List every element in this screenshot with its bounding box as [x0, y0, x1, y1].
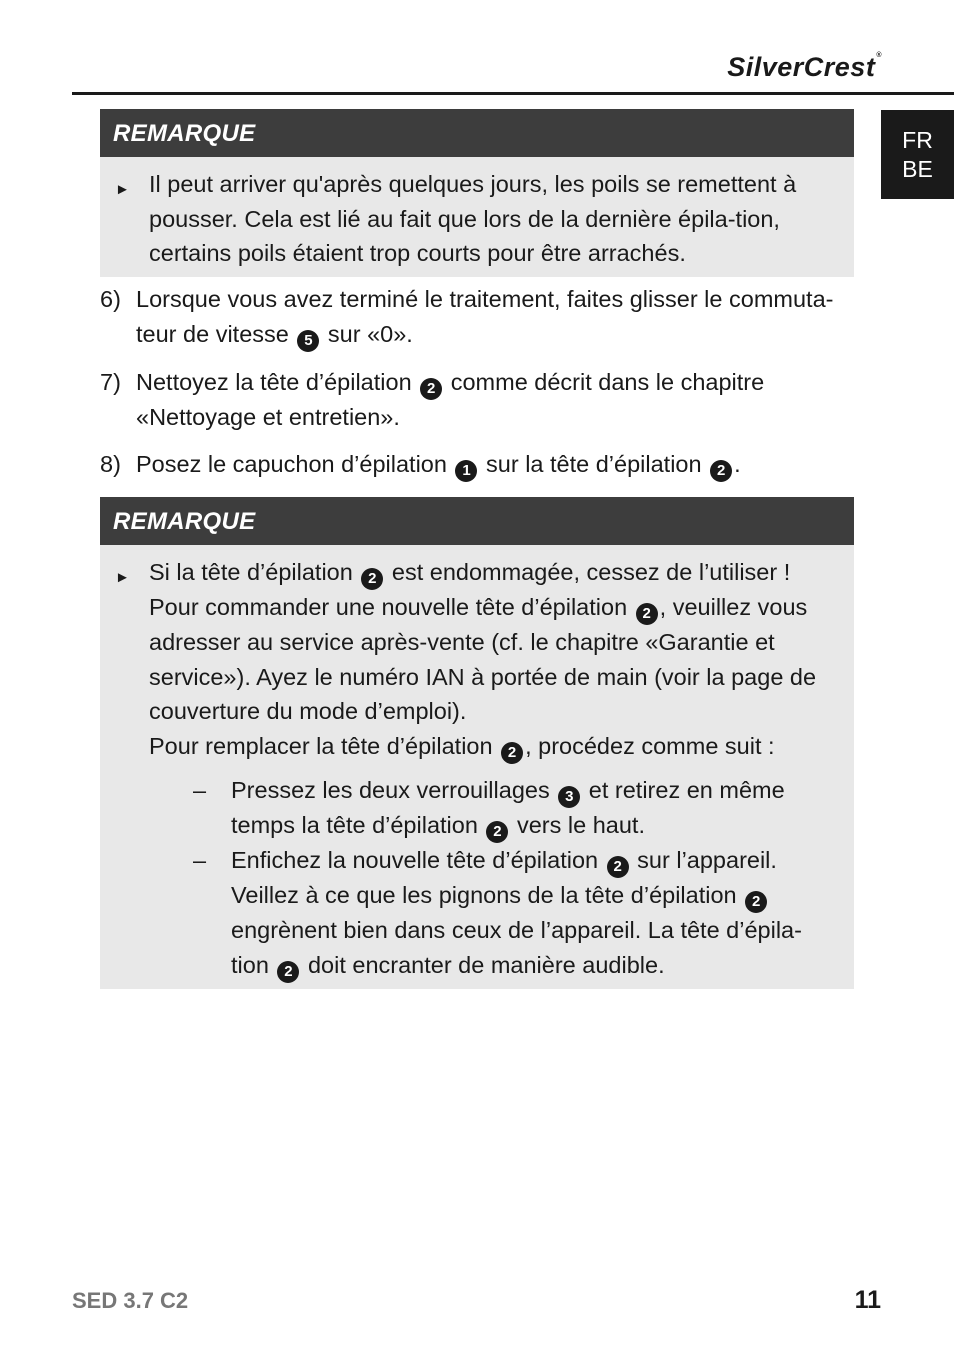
number-badge-icon: 2 [710, 460, 732, 482]
note-title: REMARQUE [100, 497, 854, 545]
note-body [100, 157, 854, 277]
number-badge-icon: 1 [455, 460, 477, 482]
number-badge-icon: 2 [486, 821, 508, 843]
number-badge-icon: 2 [277, 961, 299, 983]
number-badge-icon: 5 [297, 330, 319, 352]
language-tab [881, 110, 954, 199]
header-rule [72, 92, 954, 95]
number-badge-icon: 3 [558, 786, 580, 808]
lang-fr: FR [902, 126, 933, 153]
steps-list [100, 282, 854, 482]
number-badge-icon: 2 [361, 568, 383, 590]
list-item: – Enfichez la nouvelle tête d’épilation 2 sur l’appareil. Veillez à ce que les pignons de la tête d’épilation 2 engrènent bien dans ceux de l’appareil. La tête d’épila-tion 2 doit encranter de manière audible. [149, 843, 834, 983]
step-number: 8) [100, 451, 121, 478]
page-number: 11 [854, 1286, 881, 1314]
number-badge-icon: 2 [607, 856, 629, 878]
step-8: 8) Posez le capuchon d’épilation 1 sur la tête d’épilation 2 . [100, 447, 854, 482]
footer-model: SED 3.7 C2 [72, 1288, 189, 1313]
step-7: 7) Nettoyez la tête d’épilation 2 comme décrit dans le chapitre «Nettoyage et entretien». [100, 365, 854, 435]
number-badge-icon: 2 [501, 742, 523, 764]
note-box-1 [100, 109, 854, 277]
list-item: – Pressez les deux verrouillages 3 et retirez en même temps la tête d’épilation 2 vers le haut. [149, 773, 834, 843]
note-paragraph-1: Si la tête d’épilation 2 est endommagée, cessez de l’utiliser ! Pour commander une nouvelle tête d’épilation 2 , veuillez vous adresser au service après-vente (cf. le chapitre «Garantie et service»). Ayez le numéro IAN à portée de main (voir la page de couverture du mode d’emploi). [149, 559, 817, 725]
number-badge-icon: 2 [636, 603, 658, 625]
step-6: 6) Lorsque vous avez terminé le traitement, faites glisser le commuta-teur de vitesse 5 sur «0». [100, 282, 854, 352]
step-number: 6) [100, 286, 121, 312]
note-title: REMARQUE [100, 109, 854, 157]
bullet-arrow-icon: ► [115, 569, 130, 586]
registered-mark: ® [876, 52, 882, 59]
number-badge-icon: 2 [420, 378, 442, 400]
note-body [100, 545, 854, 989]
bullet-arrow-icon: ► [115, 181, 130, 198]
step-number: 7) [100, 368, 121, 395]
dash-marker: – [193, 847, 207, 874]
note-paragraph-2: Pour remplacer la tête d’épilation 2 , procédez comme suit : [149, 729, 834, 764]
note-text: Il peut arriver qu'après quelques jours, les poils se remettent à pousser. Cela est lié au fait que lors de la dernière épila-tion, certains poils étaient trop courts pour être arrachés. [149, 171, 797, 267]
dash-marker: – [193, 777, 207, 804]
number-badge-icon: 2 [745, 891, 767, 913]
lang-be: BE [902, 155, 933, 182]
brand-logo: SilverCrest® [727, 52, 882, 82]
dash-list [149, 773, 834, 983]
note-box-2 [100, 497, 854, 989]
